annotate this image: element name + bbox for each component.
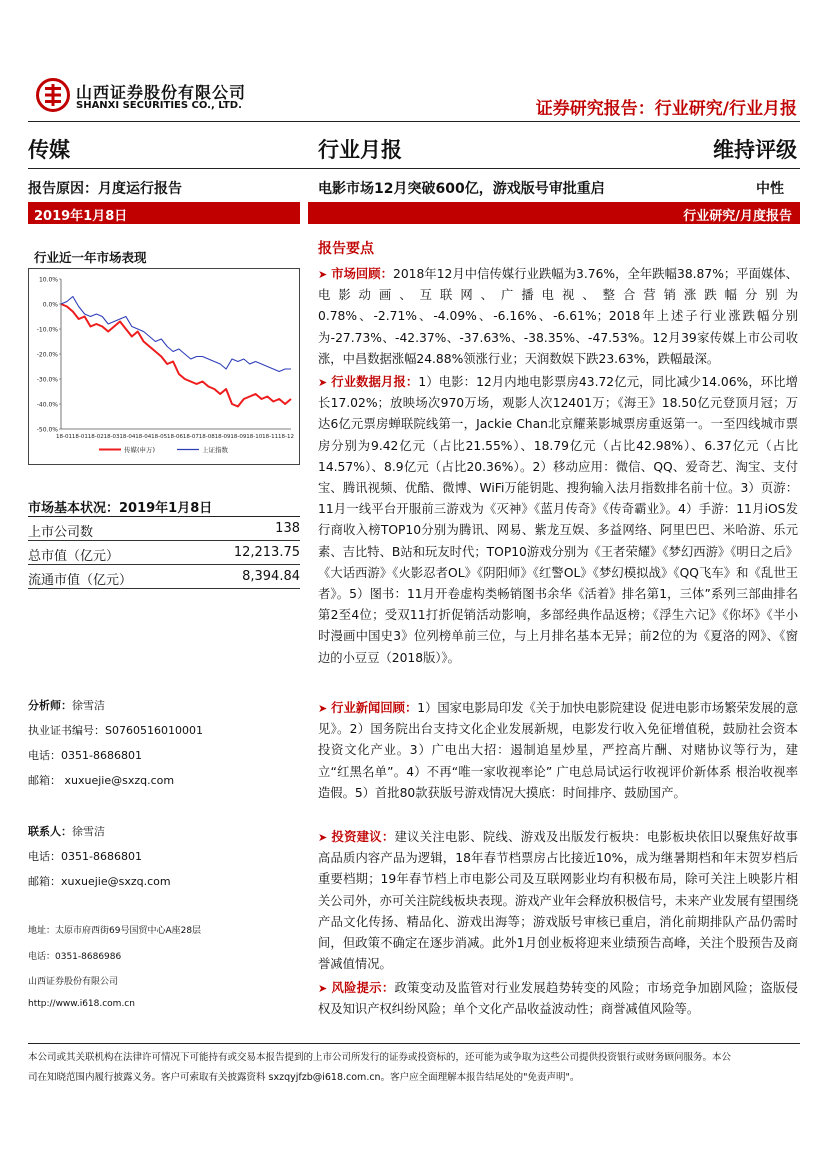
- market-performance-chart: [29, 269, 299, 464]
- series-line-sse-index: [61, 297, 291, 372]
- company-phone: 电话：0351-8686986: [28, 952, 122, 962]
- company-url[interactable]: http://www.i618.com.cn: [28, 999, 135, 1009]
- triangle-bullet-icon: ➤: [318, 982, 328, 995]
- item-lead: 风险提示：: [331, 981, 395, 995]
- x-tick-label: 18-04: [135, 434, 152, 440]
- report-type: 证券研究报告：行业研究/行业月报: [535, 99, 797, 119]
- footer-disclaimer: [28, 1048, 800, 1088]
- title-rule: [28, 168, 800, 169]
- chart-title: 行业近一年市场表现: [34, 250, 147, 265]
- report-kind: 行业月报: [318, 138, 402, 162]
- analyst-phone: 电话：0351-8686801: [28, 749, 142, 762]
- triangle-bullet-icon: ➤: [318, 376, 328, 389]
- contact-email[interactable]: 邮箱：xuxuejie@sxzq.com: [28, 875, 171, 888]
- summary-heading: 报告要点: [318, 241, 374, 257]
- footer-line-2: 司在知晓范围内履行披露义务。客户可索取有关披露资料 sxzqyjfzb@i618.com.cn。客户应全面理解本报告结尾处的"免责声明"。: [28, 1072, 580, 1083]
- x-tick-label: 18-10: [246, 434, 263, 440]
- sector-title: 传媒: [28, 138, 70, 162]
- item-text: 2018年12月中信传媒行业跌幅为3.76%，全年跌幅38.87%；平面媒体、电影动画、互联网、广播电视、整合营销涨跌幅分别为0.78%、-2.71%、-4.09%、-6.16%、-6.61%；2018年上述子行业涨跌幅分别为-27.73%、-42.37%、-37.63%、-38.35%、-47.53%。12月39家传媒上市公司收涨，中昌数据涨幅24.88%领涨行业；天润数娱下跌23.63%，跌幅最深。: [318, 267, 798, 366]
- footer-rule: [28, 1043, 800, 1044]
- analyst-name: 徐雪洁: [72, 699, 105, 712]
- date-bar: [28, 202, 300, 224]
- analyst-label: 分析师：: [28, 699, 72, 712]
- item-lead: 行业新闻回顾：: [331, 701, 418, 715]
- analyst-email[interactable]: 邮箱： xuxuejie@sxzq.com: [28, 774, 175, 787]
- analyst: [28, 697, 105, 713]
- x-tick-label: 18-01: [71, 434, 88, 440]
- report-headline: 电影市场12月突破600亿，游戏版号审批重启: [318, 181, 605, 197]
- triangle-bullet-icon: ➤: [318, 268, 328, 281]
- item-lead: 市场回顾：: [331, 267, 394, 281]
- report-category: 行业研究/月度报告: [683, 209, 792, 224]
- rating-value: 中性: [756, 181, 784, 197]
- x-tick-label: 18-05: [151, 434, 168, 440]
- item-lead: 投资建议：: [331, 830, 395, 844]
- x-tick-label: 18-12: [278, 434, 294, 440]
- item-text: 1）电影：12月内地电影票房43.72亿元，同比减少14.06%，环比增长17.02%；放映场次970万场，观影人次12401万；《海王》18.50亿元登顶月冠；万达6亿元票房蝉联院线第一，Jackie Chan北京耀莱影城票房重返第一。一至四线城市票房分别为9.42亿元（占比21.55%）、18.79亿元（占比42.98%）、6.37亿元（占比14.57%）、8.9亿元（占比20.36%）。2）移动应用：微信、QQ、爱奇艺、淘宝、支付宝、腾讯视频、优酷、微博、WiFi万能钥匙、搜狗输入法月指数排名前十位。3）页游：11月一线平台开服前三游戏为《灭神》《蓝月传奇》《传奇霸业》。4）手游：11月iOS发行商收入榜TOP10分别为腾讯、网易、紫龙互娱、多益网络、阿里巴巴、米哈游、乐元素、吉比特、B站和玩友时代；TOP10游戏分别为《王者荣耀》《梦幻西游》《明日之后》《大话西游》《火影忍者OL》《阴阳师》《红警OL》《梦幻模拟战》《QQ飞车》和《乱世王者》。5）图书：11月开卷虚构类畅销图书余华《活着》排名第1，三体”系列三部曲排名第2至4位；受双11打折促销活动影响，多部经典作品返榜；《浮生六记》《你坏》《半小时漫画中国史3》位列榜单前三位，与上月排名基本无异；前2位的为《夏洛的网》、《窗边的小豆豆（2018版）》。: [318, 375, 798, 665]
- triangle-bullet-icon: ➤: [318, 702, 328, 715]
- market-row-label: 流通市值（亿元）: [28, 573, 133, 588]
- company-logo: [36, 78, 70, 112]
- x-tick-label: 18-09: [230, 434, 247, 440]
- legend-label: 上证指数: [202, 446, 228, 454]
- footer-line-1: 本公司或其关联机构在法律许可情况下可能持有或交易本报告提到的上市公司所发行的证券或投资标的，还可能为或争取为这些公司提供投资银行或财务顾问服务。本公: [28, 1052, 732, 1063]
- analyst-cert: 执业证书编号：S0760516010001: [28, 724, 203, 737]
- contact-name: 徐雪洁: [72, 825, 105, 838]
- market-status-rule: [28, 516, 300, 517]
- market-row-label: 总市值（亿元）: [28, 549, 120, 564]
- summary-item-risk: [318, 978, 798, 1020]
- company-address: 地址：太原市府西街69号国贸中心A座28层: [28, 926, 202, 936]
- x-tick-label: 18-11: [262, 434, 279, 440]
- y-tick-label: -30.0%: [36, 376, 58, 384]
- item-text: 政策变动及监管对行业发展趋势转变的风险；市场竞争加剧风险；盗版侵权及知识产权纠纷风险；单个文化产品收益波动性；商誉减值风险等。: [318, 981, 798, 1017]
- summary-item-industry-data: [318, 372, 798, 669]
- company-name: 山西证券股份有限公司: [28, 977, 119, 987]
- market-status-title: 市场基本状况：2019年1月8日: [28, 501, 213, 516]
- x-tick-label: 18-04: [119, 434, 136, 440]
- summary-item-investment-advice: [318, 827, 798, 975]
- market-row-total-cap: [28, 545, 300, 565]
- x-tick-label: 18-09: [214, 434, 231, 440]
- item-lead: 行业数据月报：: [331, 375, 419, 389]
- contact-phone: 电话：0351-8686801: [28, 850, 142, 863]
- market-row-companies: [28, 521, 300, 541]
- report-date: 2019年1月8日: [34, 209, 128, 224]
- company-name-cn: 山西证券股份有限公司: [76, 83, 247, 102]
- report-reason: 报告原因：月度运行报告: [28, 181, 182, 197]
- y-tick-label: -50.0%: [36, 426, 58, 434]
- company-name-en: SHANXI SECURITIES CO., LTD.: [76, 100, 242, 111]
- market-row-label: 上市公司数: [28, 525, 94, 540]
- y-tick-label: 0.0%: [42, 301, 58, 309]
- y-tick-label: -10.0%: [36, 326, 58, 334]
- x-tick-label: 18-03: [103, 434, 120, 440]
- item-text: 1）国家电影局印发《关于加快电影院建设 促进电影市场繁荣发展的意见》。2）国务院出台支持文化企业发展新规，电影发行收入免征增值税，鼓励社会资本投资文化产业。3）广电出大招：遏制追星炒星，严控高片酬、对赌协议等行为，建立“红黑名单”。4）不再“唯一家收视率论” 广电总局试运行收视评价新体系 根治收视率造假。5）首批80款获版号游戏情况大摸底：时间排序、鼓励国产。: [318, 701, 798, 800]
- contact-label: 联系人：: [28, 825, 72, 838]
- x-tick-label: 18-07: [182, 434, 199, 440]
- market-row-value: 8,394.84: [242, 569, 300, 584]
- market-row-value: 138: [275, 521, 300, 536]
- x-tick-label: 18-06: [167, 434, 183, 440]
- x-tick-label: 18-08: [198, 434, 215, 440]
- header-rule: [28, 121, 800, 122]
- triangle-bullet-icon: ➤: [318, 831, 328, 844]
- rating-title: 维持评级: [713, 138, 797, 162]
- summary-item-industry-news: [318, 698, 798, 804]
- series-line-media: [61, 304, 291, 407]
- y-tick-label: -40.0%: [36, 401, 58, 409]
- legend-label: 传媒(申万): [124, 446, 156, 454]
- y-tick-label: 10.0%: [38, 276, 58, 284]
- chart-box: [28, 268, 300, 465]
- x-tick-label: 18-02: [87, 434, 104, 440]
- market-row-float-cap: [28, 569, 300, 589]
- contact: [28, 823, 105, 839]
- y-tick-label: -20.0%: [36, 351, 58, 359]
- market-row-value: 12,213.75: [233, 545, 300, 560]
- logo-emblem-icon: [36, 78, 70, 112]
- item-text: 建议关注电影、院线、游戏及出版发行板块：电影板块依旧以聚焦好故事高品质内容产品为逻辑，18年春节档票房占比接近10%，成为继暑期档和年末贺岁档后重要档期；19年春节档上市电影公司及互联网影业均有积极布局，除可关注上映影片相关公司外，亦可关注院线板块表现。游戏产业年会释放积极信号，未来产业发展有望围绕产品文化传扬、精品化、游戏出海等；游戏版号审核已重启，消化前期排队产品仍需时间，但政策不确定在逐步消减。此外1月创业板将迎来业绩预告高峰，关注个股预告及商誉减值情况。: [318, 830, 798, 972]
- category-bar: [308, 202, 800, 224]
- x-tick-label: 18-01: [56, 434, 72, 440]
- summary-item-market-review: [318, 264, 798, 370]
